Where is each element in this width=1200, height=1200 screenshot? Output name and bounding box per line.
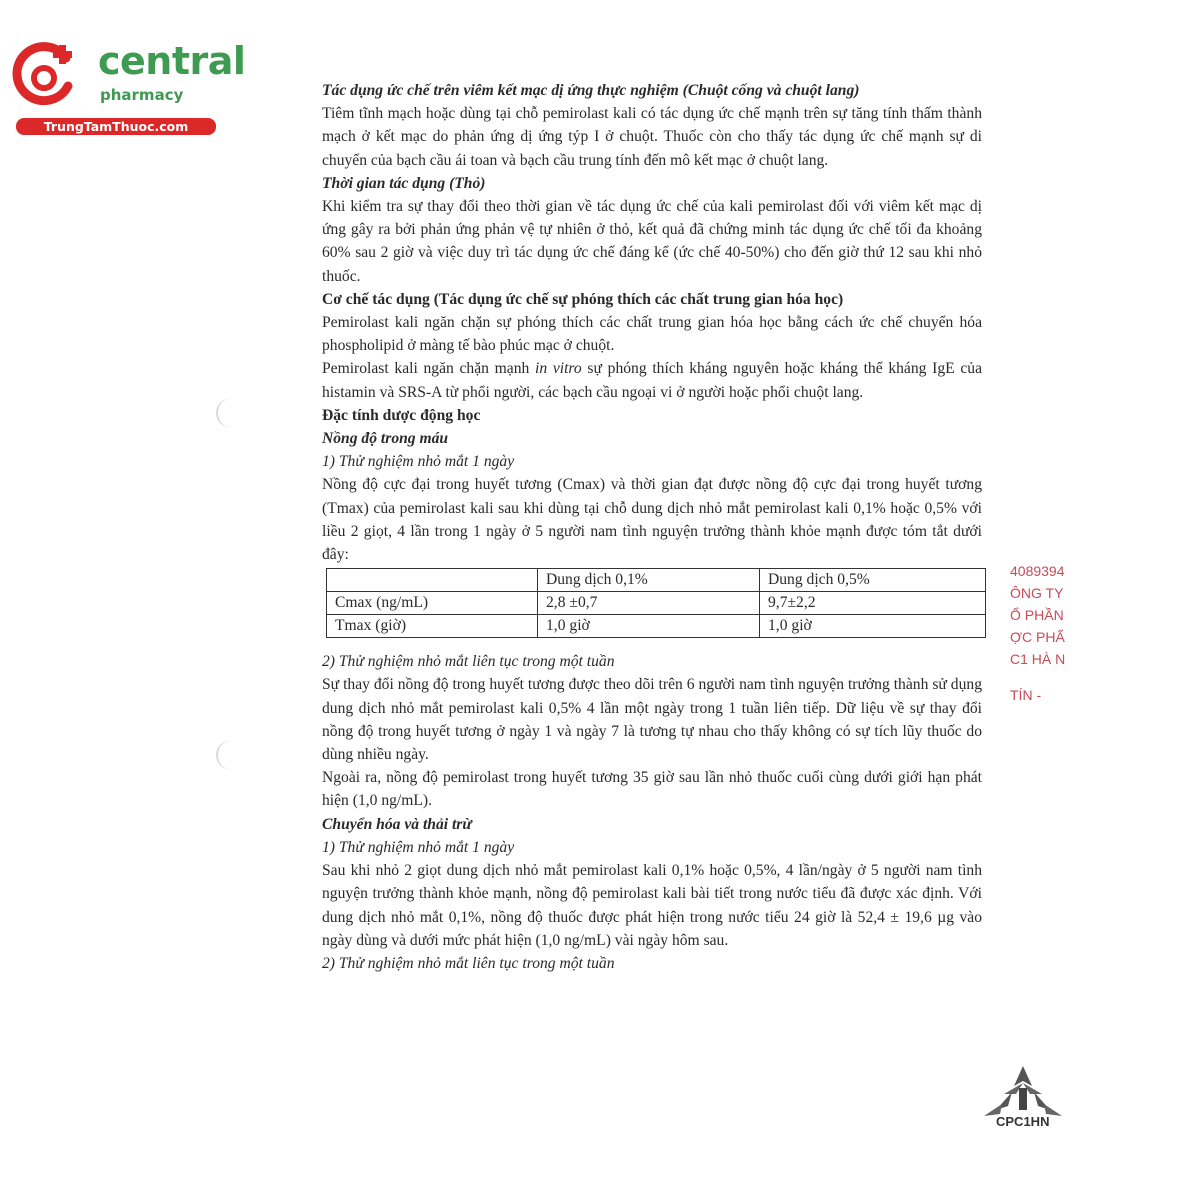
subsection-title-blood-concentration: Nồng độ trong máu [322,430,449,448]
punch-hole-mark [216,398,248,428]
paragraph: Khi kiểm tra sự thay đổi theo thời gian về tác dụng ức chế của kali pemirolast đối với viêm kết mạc dị ứng gây ra bởi phản ứng phản vệ tự nhiên ở thỏ, kết quả đã chứng minh tác dụng ức chế tối đa khoảng 60% sau 2 giờ và việc duy trì tác dụng ức chế đáng kể (ức chế 40-50%) cho đến giờ thứ 12 sau khi nhỏ thuốc. [322,198,982,285]
table-header-cell: Dung dịch 0,1% [538,569,760,592]
italic-term: in vitro [535,360,582,378]
section-title-mechanism: Cơ chế tác dụng (Tác dụng ức chế sự phóng thích các chất trung gian hóa học) [322,290,844,308]
paragraph: Ngoài ra, nồng độ pemirolast trong huyết tương 35 giờ sau lần nhỏ thuốc cuối cùng dưới giới hạn phát hiện (1,0 ng/mL). [322,769,982,810]
brand-name: central [98,39,246,83]
table-row [327,592,986,615]
table-header-row [327,569,986,592]
stamp-text: C1 HÀ N [1010,651,1066,667]
section-title-allergic-conjunctivitis: Tác dụng ức chế trên viêm kết mạc dị ứng thực nghiệm (Chuột cống và chuột lang) [322,82,860,99]
table-row [327,615,986,638]
cpc1hn-logo-text: CPC1HN [996,1114,1050,1129]
pk-table [326,568,986,638]
table-cell: 1,0 giờ [538,615,760,638]
stamp-text: ÔNG TY [1010,585,1064,601]
section-title-metabolism: Chuyển hóa và thải trừ [322,815,472,833]
table-header-cell: Dung dịch 0,5% [760,569,986,592]
table-cell: 2,8 ±0,7 [538,592,760,615]
test-title: 2) Thử nghiệm nhỏ mắt liên tục trong một tuần [322,653,615,671]
table-header-cell [327,569,538,592]
stamp-text: 4089394 [1010,563,1065,579]
paragraph: Pemirolast kali ngăn chặn sự phóng thích các chất trung gian hóa học bằng cách ức chế chuyển hóa phospholipid ở màng tế bào phúc mạc ở chuột. [322,314,982,355]
stamp-text: Ổ PHẦN [1010,607,1064,623]
test-title: 1) Thử nghiệm nhỏ mắt 1 ngày [322,838,515,856]
paragraph: Nồng độ cực đại trong huyết tương (Cmax) và thời gian đạt được nồng độ cực đại trong huyết tương (Tmax) của pemirolast kali sau khi dùng tại chỗ dung dịch nhỏ mắt pemirolast kali 0,1% hoặc 0,5% với liều 2 giọt, 4 lần trong 1 ngày ở 5 người nam tình nguyện trưởng thành khỏe mạnh được tóm tắt dưới đây: [322,476,982,564]
paragraph-text: sự phóng thích kháng nguyên hoặc kháng thể kháng IgE của histamin và SRS-A từ phổi người, các bạch cầu ngoại vi ở người hoặc phổi chuột lang. [322,360,983,401]
stamp-text: TÍN - [1010,687,1042,703]
stamp-text: ỢC PHẨ [1010,629,1065,645]
company-stamp [1010,560,1080,725]
paragraph: Tiêm tĩnh mạch hoặc dùng tại chỗ pemirolast kali có tác dụng ức chế mạnh trên sự tăng tính thấm thành mạch ở kết mạc do phản ứng dị ứng týp I ở chuột. Thuốc còn cho thấy tác dụng ức chế mạnh sự di chuyển của bạch cầu ái toan và bạch cầu trung tính đến mô kết mạc ở chuột lang. [322,105,982,169]
table-cell: 1,0 giờ [760,615,986,638]
paragraph-text: Pemirolast kali ngăn chặn mạnh [322,360,535,378]
table-cell: Cmax (ng/mL) [327,592,538,615]
site-url-badge: TrungTamThuoc.com [16,118,216,135]
test-title: 2) Thử nghiệm nhỏ mắt liên tục trong một tuần [322,954,615,972]
test-title: 1) Thử nghiệm nhỏ mắt 1 ngày [322,453,515,471]
table-cell: Tmax (giờ) [327,615,538,638]
paragraph: Sự thay đổi nồng độ trong huyết tương được theo dõi trên 6 người nam tình nguyện trưởng thành sử dụng dung dịch nhỏ mắt pemirolast kali 0,5% 4 lần một ngày trong 1 tuần liên tiếp. Dữ liệu về sự thay đổi nồng độ trong huyết tương ở ngày 1 và ngày 7 là tương tự nhau cho thấy không có sự tích lũy thuốc do dùng nhiều ngày. [322,676,982,764]
punch-hole-mark [216,740,248,770]
pharmacy-logo-icon [10,38,82,110]
document-body [322,79,982,975]
paragraph: Sau khi nhỏ 2 giọt dung dịch nhỏ mắt pemirolast kali 0,1% hoặc 0,5%, 4 lần/ngày ở 5 người nam tình nguyện trưởng thành khỏe mạnh, nồng độ pemirolast kali bài tiết trong nước tiểu đã được xác định. Với dung dịch nhỏ mắt 0,1%, nồng độ thuốc được phát hiện trong nước tiểu 24 giờ là 52,4 ± 19,6 µg vào ngày dùng và dưới mức phát hiện (1,0 ng/mL) vài ngày hôm sau. [322,862,982,949]
paragraph [322,357,982,403]
brand-subtitle: pharmacy [100,86,184,104]
section-title-duration: Thời gian tác dụng (Thỏ) [322,174,486,192]
pharmacy-logo [10,36,246,136]
table-cell: 9,7±2,2 [760,592,986,615]
section-title-pharmacokinetics: Đặc tính dược động học [322,406,481,424]
